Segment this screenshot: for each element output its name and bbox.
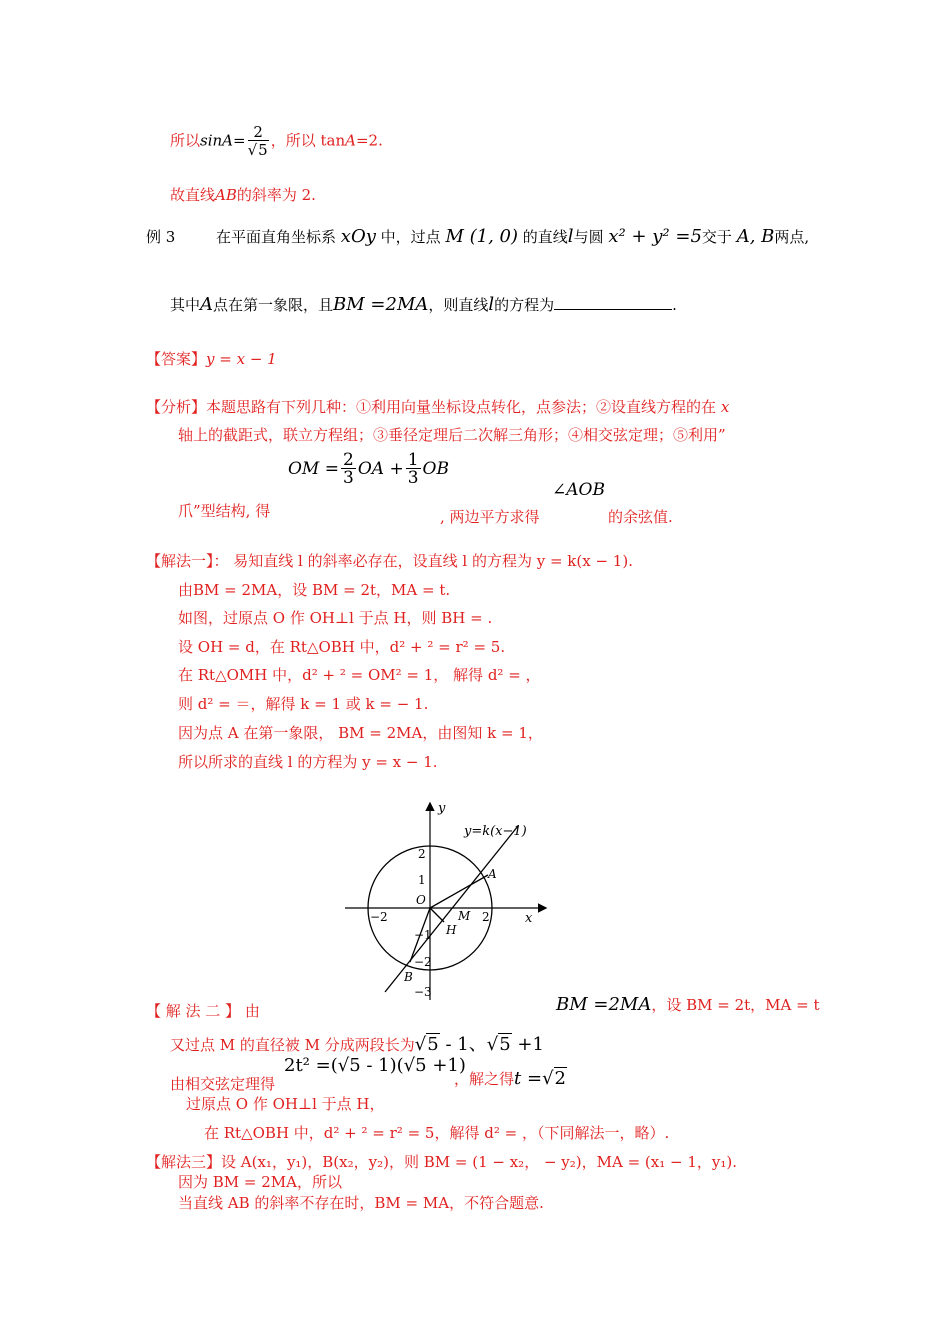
point-b-label: B — [404, 970, 413, 984]
text: 交于 — [701, 228, 732, 246]
text: ，设 BM = 2t，MA = t — [651, 996, 820, 1014]
angle-aob: ∠AOB — [552, 480, 605, 500]
point-h-label: H — [446, 923, 457, 937]
radicand: 5 — [258, 141, 268, 159]
chord-equation: 2t² =(√5 - 1)(√5 +1) — [284, 1055, 466, 1076]
text: 点在第一象限，且 — [213, 296, 334, 314]
text: ，解之得 — [454, 1070, 515, 1088]
var-ab: AB — [215, 186, 237, 204]
circle-eq: x² + y² =5 — [608, 226, 702, 247]
sin-a: sinA — [200, 131, 234, 150]
ob: OB — [422, 459, 449, 479]
radicand: 2 — [554, 1068, 566, 1089]
answer-label: 【答案】 — [146, 350, 207, 368]
analysis-line-2: 轴上的截距式，联立方程组；③垂径定理后二次解三角形；④相交弦定理；⑤利用” — [178, 426, 726, 444]
tick-y-1: 1 — [418, 873, 426, 887]
sqrt2: √2 — [542, 1068, 566, 1089]
method1-line-3: 如图，过原点 O 作 OH⊥l 于点 H，则 BH = . — [178, 609, 493, 627]
t-eq: t = — [514, 1068, 543, 1089]
tick-y-neg1: −1 — [414, 928, 432, 942]
var-a: A — [345, 131, 356, 150]
circle-figure — [340, 800, 550, 1000]
eq: = — [233, 131, 246, 150]
fraction — [248, 124, 269, 159]
text: ，则直线 — [428, 296, 489, 314]
method3-line-1 — [146, 1151, 737, 1172]
text: ，所以 tan — [270, 131, 346, 150]
method1-line-7: 因为点 A 在第一象限， BM = 2MA，由图知 k = 1， — [178, 724, 543, 742]
vector-formula — [288, 452, 449, 487]
analysis-line-1 — [146, 396, 729, 417]
segment-oh — [430, 908, 444, 922]
method1-label: 【解法一】 — [146, 552, 214, 570]
var-x: x — [720, 398, 730, 416]
text: 两点, — [774, 228, 810, 246]
analysis-label: 【分析】 — [146, 398, 207, 416]
text: . — [672, 296, 677, 314]
line-equation-label: y=k(x−1) — [464, 824, 527, 839]
xoy: xOy — [340, 226, 376, 247]
sqrt5-plus1: √5 +1 — [486, 1034, 544, 1055]
method2-line-3b — [454, 1068, 567, 1089]
numerator: 1 — [407, 450, 419, 470]
text: - 1、 — [439, 1034, 487, 1055]
points-ab: A, B — [736, 226, 775, 247]
radicand: 5 — [499, 1034, 511, 1055]
method3-line-3: 当直线 AB 的斜率不存在时，BM = MA，不符合题意. — [178, 1194, 544, 1212]
method2-label: 【 解 法 二 】 由 — [146, 1002, 260, 1020]
text: 在平面直角坐标系 — [216, 228, 337, 246]
analysis-line-3c: 的余弦值. — [608, 508, 673, 526]
text: 与圆 — [573, 228, 604, 246]
text: =2. — [355, 131, 383, 150]
analysis-line-3b: , 两边平方求得 — [440, 508, 540, 526]
denominator: 3 — [343, 468, 354, 488]
method2-condition — [556, 994, 820, 1015]
segment-oa — [430, 875, 488, 908]
condition: BM =2MA — [333, 294, 429, 315]
tick-y-neg2: −2 — [414, 955, 432, 969]
method1-line-6: 则 d² = ＝，解得 k = 1 或 k = − 1. — [178, 695, 429, 713]
sin-line — [170, 124, 383, 159]
example-line-2 — [170, 294, 677, 315]
text: +1 — [511, 1034, 544, 1055]
text: 中，过点 — [380, 228, 441, 246]
tick-y-neg3: −3 — [414, 985, 432, 999]
method2-line-5: 在 Rt△OBH 中，d² + ² = r² = 5，解得 d² = ，（下同解法一，略）. — [204, 1124, 670, 1142]
x-axis-label: x — [525, 911, 533, 926]
denominator: √5 — [247, 141, 268, 159]
y-axis-label: y — [438, 801, 446, 816]
point-a-label: A — [488, 867, 497, 881]
text: 的方程为 — [494, 296, 555, 314]
numerator: 2 — [248, 124, 269, 141]
text: 的斜率为 2. — [236, 186, 316, 204]
text: 所以 — [170, 131, 201, 150]
numerator: 2 — [343, 450, 354, 470]
var-a: A — [200, 294, 214, 315]
method3-line-2: 因为 BM = 2MA，所以 — [178, 1173, 342, 1191]
point-m: M (1, 0) — [445, 226, 518, 247]
text: 其中 — [170, 296, 201, 314]
method1-line-1 — [146, 550, 633, 571]
text: 又过点 M 的直径被 M 分成两段长为 — [170, 1036, 415, 1054]
point-m-label: M — [458, 909, 471, 923]
tick-x-2: 2 — [482, 910, 490, 924]
method1-line-4: 设 OH = d，在 Rt△OBH 中，d² + ² = r² = 5. — [178, 638, 506, 656]
line-l: l — [567, 226, 574, 247]
analysis-line-3a: 爪”型结构, 得 — [178, 502, 271, 520]
slope-line — [170, 184, 316, 205]
text: 的直线 — [522, 228, 568, 246]
sqrt5-minus1: √5 - 1、 — [414, 1034, 487, 1055]
text: 设 A(x₁，y₁)，B(x₂，y₂)，则 BM = (1 − x₂， − y₂)，MA = (x₁ − 1，y₁). — [221, 1153, 738, 1171]
method1-line-5: 在 Rt△OMH 中，d² + ² = OM² = 1， 解得 d² = ， — [178, 666, 541, 684]
method2-line-3a: 由相交弦定理得 — [170, 1075, 276, 1093]
point-o-label: O — [416, 893, 426, 907]
fraction — [406, 452, 421, 487]
method3-label: 【解法三】 — [146, 1153, 222, 1171]
fraction — [341, 452, 356, 487]
tick-x-neg2: −2 — [370, 910, 388, 924]
method2-line-4: 过原点 O 作 OH⊥l 于点 H， — [186, 1095, 385, 1113]
line-l: l — [488, 294, 495, 315]
condition: BM =2MA — [556, 994, 652, 1015]
denominator: 3 — [407, 468, 419, 488]
answer-text: y = x − 1 — [206, 350, 277, 368]
oa: OA + — [357, 459, 404, 479]
example-label: 例 3 — [146, 228, 176, 246]
method1-line-8: 所以所求的直线 l 的方程为 y = x − 1. — [178, 753, 438, 771]
text: ： 易知直线 l 的斜率必存在，设直线 l 的方程为 y = k(x − 1). — [213, 552, 633, 570]
answer-blank[interactable] — [554, 295, 672, 310]
radicand: 5 — [427, 1034, 439, 1055]
example-line-1 — [216, 226, 809, 247]
text: 本题思路有下列几种：①利用向量坐标设点转化，点参法；②设直线方程的在 — [206, 398, 717, 416]
method2-line-2 — [170, 1030, 544, 1056]
text: 故直线 — [170, 186, 216, 204]
tick-y-2: 2 — [418, 847, 426, 861]
om: OM = — [288, 459, 339, 479]
method1-line-2: 由BM = 2MA，设 BM = 2t，MA = t. — [178, 581, 451, 599]
answer — [146, 348, 277, 369]
